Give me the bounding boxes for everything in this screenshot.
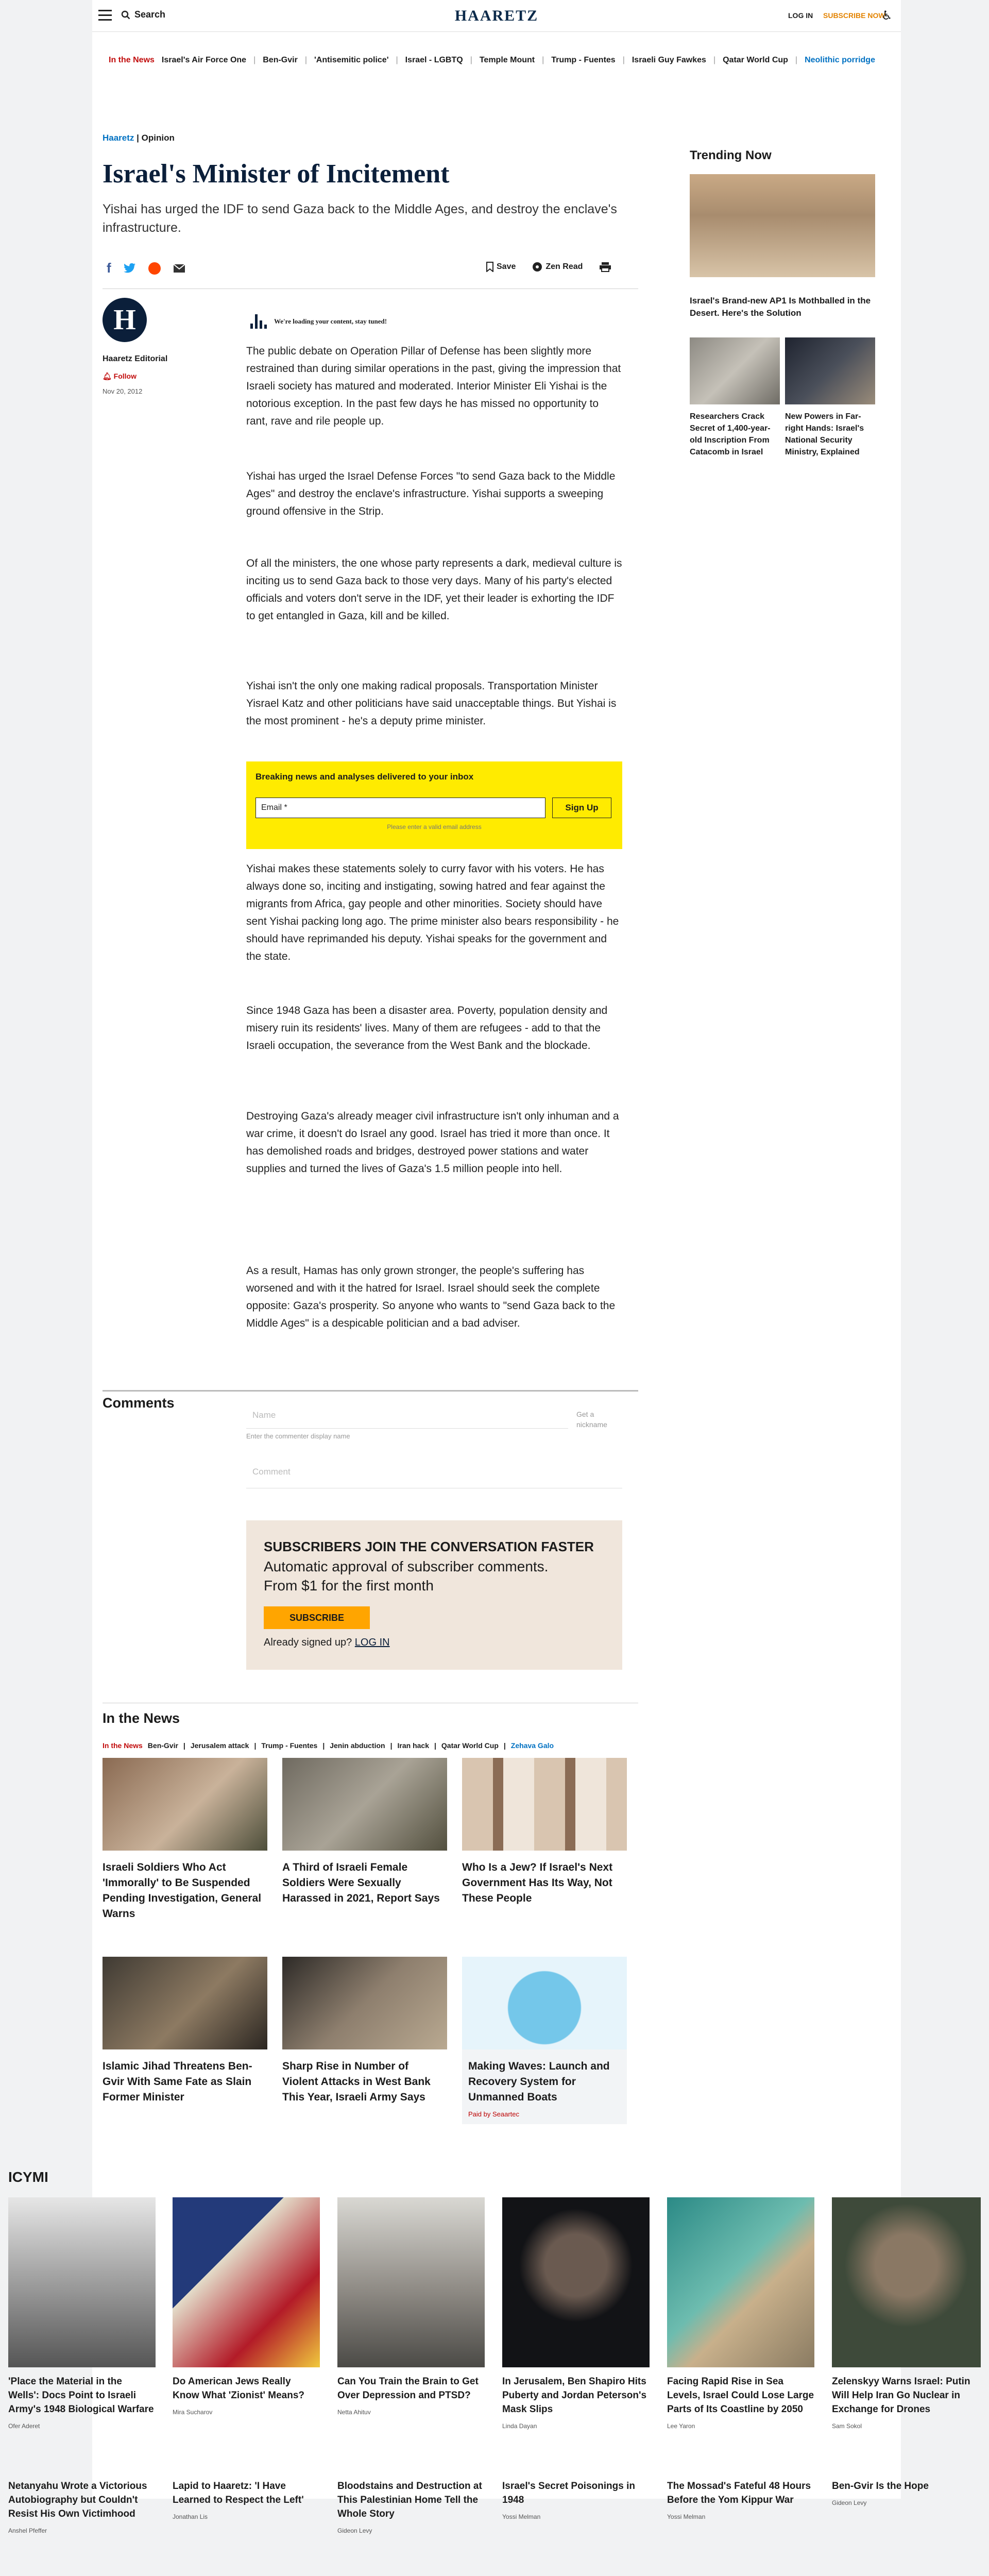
trending-main-title[interactable]: Israel's Brand-new AP1 Is Mothballed in the Desert. Here's the Solution — [690, 296, 871, 318]
icymi-card-image — [8, 2197, 156, 2367]
follow-label: Follow — [113, 372, 137, 380]
news-tag[interactable]: Qatar World Cup — [441, 1741, 499, 1750]
news-tag[interactable]: Jerusalem attack — [190, 1741, 249, 1750]
separator: | — [390, 1741, 393, 1750]
icymi-card-author: Linda Dayan — [502, 2422, 537, 2430]
in-the-news-heading: In the News — [103, 1710, 180, 1726]
in-the-news-label: In the News — [109, 56, 155, 64]
news-card[interactable] — [282, 1957, 447, 2105]
breadcrumb-section[interactable]: Opinion — [141, 133, 175, 143]
subscriber-line: From $1 for the first month — [264, 1578, 434, 1594]
news-card-image — [103, 1758, 267, 1851]
search-icon — [121, 10, 130, 20]
separator: | — [253, 56, 256, 64]
breadcrumb-brand[interactable]: Haaretz — [103, 133, 134, 143]
icymi-item-title: The Mossad's Fateful 48 Hours Before the Yom Kippur War — [667, 2481, 811, 2505]
accessibility-icon[interactable]: ♿︎ — [881, 9, 893, 23]
site-header — [92, 0, 901, 32]
newsletter-box — [246, 761, 622, 849]
news-card-title: Israeli Soldiers Who Act 'Immorally' to Be Suspended Pending Investigation, General Warns — [103, 1861, 262, 1920]
news-tag[interactable]: Neolithic porridge — [805, 56, 875, 64]
breadcrumb — [103, 133, 175, 143]
icymi-card-author: Lee Yaron — [667, 2422, 695, 2430]
article-title: Israel's Minister of Incitement — [103, 159, 450, 189]
separator: | — [622, 56, 625, 64]
icymi-heading: ICYMI — [8, 2169, 48, 2185]
get-nickname-link[interactable]: Get a nickname — [576, 1410, 607, 1429]
news-tag[interactable]: Trump - Fuentes — [261, 1741, 318, 1750]
separator: | — [713, 56, 716, 64]
icymi-card-author: Netta Ahituv — [337, 2409, 371, 2416]
zen-read-button[interactable] — [532, 262, 583, 272]
news-card-image — [282, 1758, 447, 1851]
separator: | — [503, 1741, 506, 1750]
email-icon[interactable] — [173, 264, 185, 273]
trending-heading: Trending Now — [690, 148, 772, 162]
icymi-card[interactable] — [502, 2197, 650, 2430]
icymi-item-title: Bloodstains and Destruction at This Palestinian Home Tell the Whole Story — [337, 2481, 482, 2519]
article-paragraph: Destroying Gaza's already meager civil infrastructure isn't only inhuman and a war crime, it doesn't do Israel any good. Israel has tried it more than once. It has demolished roads and bridges, destroyed power stations and water supplies and turned the lives of Gaza's 1.5 million people into hell. — [246, 1110, 619, 1175]
news-tag[interactable]: Israel - LGBTQ — [405, 56, 463, 64]
separator: | — [183, 1741, 185, 1750]
icymi-item-author: Gideon Levy — [832, 2499, 867, 2506]
article-paragraph: Yishai has urged the Israel Defense Forces "to send Gaza back to the Middle Ages" and destroy the enclave's infrastructure. Yishai supports a sweeping ground offensive in the Strip. — [246, 470, 616, 517]
author-name[interactable]: Haaretz Editorial — [103, 354, 168, 363]
icymi-card[interactable] — [8, 2197, 156, 2430]
newsletter-error: Please enter a valid email address — [387, 823, 482, 831]
loading-bars-icon — [250, 314, 267, 329]
separator: | — [254, 1741, 257, 1750]
news-card-image — [103, 1957, 267, 2049]
save-button[interactable] — [486, 262, 516, 272]
twitter-icon[interactable] — [124, 263, 136, 274]
zen-label: Zen Read — [545, 262, 583, 271]
icymi-card-image — [337, 2197, 485, 2367]
subscriber-login-link[interactable]: LOG IN — [354, 1637, 390, 1648]
icymi-card-author: Ofer Aderet — [8, 2422, 40, 2430]
icymi-card[interactable] — [667, 2197, 814, 2430]
icymi-card-title: Facing Rapid Rise in Sea Levels, Israel Could Lose Large Parts of Its Coastline by 2050 — [667, 2376, 814, 2415]
news-tag[interactable]: Ben-Gvir — [263, 56, 298, 64]
trending-item-image — [690, 337, 780, 404]
news-card[interactable] — [282, 1758, 447, 1906]
in-the-news-label: In the News — [103, 1741, 143, 1750]
publish-date: Nov 20, 2012 — [103, 387, 143, 395]
subscribe-button[interactable]: SUBSCRIBE — [264, 1606, 370, 1629]
article-paragraph: As a result, Hamas has only grown stronger, the people's suffering has worsened and with it the hatred for Israel. Israel should seek the complete opposite: Gaza's prosperity. So anyone who wants to "send Gaza back to the Middle Ages" is a despicable politician and a bad adviser. — [246, 1265, 616, 1329]
icymi-card-image — [832, 2197, 981, 2367]
news-card[interactable] — [103, 1957, 267, 2105]
icymi-card[interactable] — [832, 2197, 981, 2430]
article-paragraph: The public debate on Operation Pillar of Defense has been slightly more restrained than during similar operations in the past, giving the impression that Israeli society has matured and moderated. Interior Minister Eli Yishai is the notorious exception. In the past few days he has missed no opportunity to rant, rave and rile people up. — [246, 345, 621, 427]
already-signed-up — [264, 1637, 390, 1649]
news-tag[interactable]: Iran hack — [397, 1741, 429, 1750]
news-tag[interactable]: Trump - Fuentes — [551, 56, 616, 64]
icymi-card-author: Mira Sucharov — [173, 2409, 213, 2416]
icymi-card-title: In Jerusalem, Ben Shapiro Hits Puberty and Jordan Peterson's Mask Slips — [502, 2376, 647, 2415]
news-tag[interactable]: Israeli Guy Fawkes — [632, 56, 706, 64]
separator: | — [396, 56, 398, 64]
news-tag[interactable]: Zehava Galo — [510, 1741, 554, 1750]
trending-item[interactable] — [785, 337, 875, 458]
facebook-icon[interactable]: f — [107, 260, 111, 276]
news-card-image — [462, 1758, 627, 1851]
icymi-item-author: Jonathan Lis — [173, 2513, 208, 2520]
bell-icon: 🔔︎ — [103, 372, 112, 380]
subscriber-line: Automatic approval of subscriber comments. — [264, 1558, 549, 1574]
news-card-image — [282, 1957, 447, 2049]
in-the-news-bar — [109, 56, 875, 65]
icymi-text-item[interactable] — [8, 2479, 156, 2534]
icymi-item-author: Yossi Melman — [502, 2513, 541, 2520]
loading-text: We're loading your content, stay tuned! — [274, 317, 387, 325]
article-tools — [486, 262, 611, 272]
news-card-image — [462, 1957, 627, 2049]
icymi-card[interactable] — [173, 2197, 320, 2416]
news-card[interactable] — [103, 1758, 267, 1922]
icymi-card-title: 'Place the Material in the Wells': Docs Point to Israeli Army's 1948 Biological Warfare — [8, 2376, 154, 2415]
subscriber-heading: SUBSCRIBERS JOIN THE CONVERSATION FASTER — [264, 1539, 594, 1554]
zen-icon — [532, 262, 542, 272]
icymi-item-title: Netanyahu Wrote a Victorious Autobiography but Couldn't Resist His Own Victimhood — [8, 2481, 147, 2519]
icymi-text-item[interactable] — [667, 2479, 814, 2520]
signed-up-text: Already signed up? — [264, 1637, 352, 1648]
news-tag[interactable]: Ben-Gvir — [147, 1741, 178, 1750]
icymi-text-item[interactable] — [173, 2479, 320, 2520]
search-button[interactable] — [121, 9, 165, 20]
reddit-icon[interactable] — [148, 262, 161, 275]
trending-item-image — [785, 337, 875, 404]
newsletter-title: Breaking news and analyses delivered to your inbox — [255, 772, 474, 782]
icymi-card-image — [502, 2197, 650, 2367]
breadcrumb-separator: | — [137, 133, 142, 143]
trending-item-title: Researchers Crack Secret of 1,400-year-old Inscription From Catacomb in Israel — [690, 412, 771, 456]
separator: | — [434, 1741, 436, 1750]
save-label: Save — [497, 262, 516, 271]
news-tag[interactable]: Jenin abduction — [330, 1741, 385, 1750]
article-subtitle: Yishai has urged the IDF to send Gaza back to the Middle Ages, and destroy the enclave's infrastructure. — [103, 202, 617, 235]
article-paragraph: Yishai isn't the only one making radical proposals. Transportation Minister Yisrael Katz and other politicians have said unacceptable things. But Yishai is the most prominent - he's a deputy prime minister. — [246, 680, 617, 727]
search-label: Search — [134, 9, 166, 20]
page-container — [92, 0, 901, 2499]
icymi-card-title: Zelenskyy Warns Israel: Putin Will Help Iran Go Nuclear in Exchange for Drones — [832, 2376, 970, 2415]
comments-divider — [103, 1390, 638, 1392]
loading-indicator — [250, 314, 387, 329]
news-tag[interactable]: 'Antisemitic police' — [314, 56, 389, 64]
print-icon[interactable] — [599, 262, 611, 272]
separator: | — [470, 56, 472, 64]
site-logo[interactable]: HAARETZ — [454, 7, 539, 24]
icymi-card-title: Do American Jews Really Know What 'Zionist' Means? — [173, 2376, 305, 2401]
separator: | — [542, 56, 544, 64]
icymi-item-title: Lapid to Haaretz: 'I Have Learned to Respect the Left' — [173, 2481, 304, 2505]
commenter-name-hint: Enter the commenter display name — [246, 1432, 350, 1440]
login-link[interactable]: LOG IN — [788, 11, 813, 20]
menu-icon[interactable] — [98, 10, 112, 21]
icymi-card-image — [173, 2197, 320, 2367]
follow-button[interactable] — [103, 372, 137, 381]
news-tag[interactable]: Israel's Air Force One — [161, 56, 247, 64]
news-card-title: Sharp Rise in Number of Violent Attacks in West Bank This Year, Israeli Army Says — [282, 2060, 431, 2103]
icymi-text-item[interactable] — [502, 2479, 650, 2520]
news-card-title: Islamic Jihad Threatens Ben-Gvir With Same Fate as Slain Former Minister — [103, 2060, 252, 2103]
newsletter-email-input[interactable]: Email * — [255, 798, 545, 818]
icymi-item-author: Anshel Pfeffer — [8, 2527, 47, 2534]
newsletter-signup-button[interactable]: Sign Up — [552, 798, 611, 818]
separator: | — [304, 56, 307, 64]
icymi-item-title: Ben-Gvir Is the Hope — [832, 2481, 929, 2492]
icymi-item-title: Israel's Secret Poisonings in 1948 — [502, 2481, 635, 2505]
article-paragraph: Of all the ministers, the one whose party represents a dark, medieval culture is inciting us to send Gaza back to those very days. Many of his party's elected officials and voters don't serve in the IDF, yet their leader is exhorting the IDF to get entangled in Gaza, kill and be killed. — [246, 557, 622, 622]
icymi-text-item[interactable] — [337, 2479, 485, 2534]
comments-heading: Comments — [103, 1395, 175, 1411]
news-tag[interactable]: Qatar World Cup — [723, 56, 788, 64]
icymi-item-author: Yossi Melman — [667, 2513, 706, 2520]
paid-label: Paid by Seaartec — [468, 2110, 520, 2118]
separator: | — [795, 56, 798, 64]
sponsored-card[interactable] — [462, 1957, 627, 2124]
news-card-title: Who Is a Jew? If Israel's Next Government Has Its Way, Not These People — [462, 1861, 613, 1904]
news-tag[interactable]: Temple Mount — [479, 56, 535, 64]
trending-item-title: New Powers in Far-right Hands: Israel's National Security Ministry, Explained — [785, 412, 864, 456]
trending-item[interactable] — [690, 337, 780, 458]
icymi-text-item[interactable] — [832, 2479, 979, 2506]
icymi-card-author: Sam Sokol — [832, 2422, 862, 2430]
icymi-card[interactable] — [337, 2197, 485, 2416]
icymi-card-title: Can You Train the Brain to Get Over Depression and PTSD? — [337, 2376, 479, 2401]
news-card-title: Making Waves: Launch and Recovery System for Unmanned Boats — [468, 2060, 610, 2103]
article-paragraph: Since 1948 Gaza has been a disaster area. Poverty, population density and misery ruin its residents' lives. Many of them are refugees - add to that the Israeli occupation, the severance from the West Bank and the blockade. — [246, 1005, 608, 1052]
trending-main-image[interactable] — [690, 174, 875, 277]
in-the-news-tags — [103, 1741, 554, 1750]
subscriber-promo — [246, 1520, 622, 1670]
comment-input[interactable]: Comment — [246, 1460, 622, 1488]
separator: | — [322, 1741, 325, 1750]
bookmark-icon — [486, 262, 493, 272]
commenter-name-input[interactable]: Name — [246, 1405, 568, 1429]
subscribe-link[interactable]: SUBSCRIBE NOW — [823, 11, 885, 20]
article-paragraph: Yishai makes these statements solely to curry favor with his voters. He has always done so, inciting and instigating, sowing hatred and fear against the migrants from Africa, gay people and other minorities. Society should have sent Yishai packing long ago. The prime minister also bears responsibility - he should have reprimanded his deputy. Yishai speaks for the government and the state. — [246, 863, 619, 962]
author-avatar[interactable]: H — [103, 298, 147, 342]
icymi-item-author: Gideon Levy — [337, 2527, 372, 2534]
news-card-title: A Third of Israeli Female Soldiers Were Sexually Harassed in 2021, Report Says — [282, 1861, 440, 1904]
icymi-card-image — [667, 2197, 814, 2367]
share-bar — [107, 260, 185, 276]
news-card[interactable] — [462, 1758, 627, 1906]
